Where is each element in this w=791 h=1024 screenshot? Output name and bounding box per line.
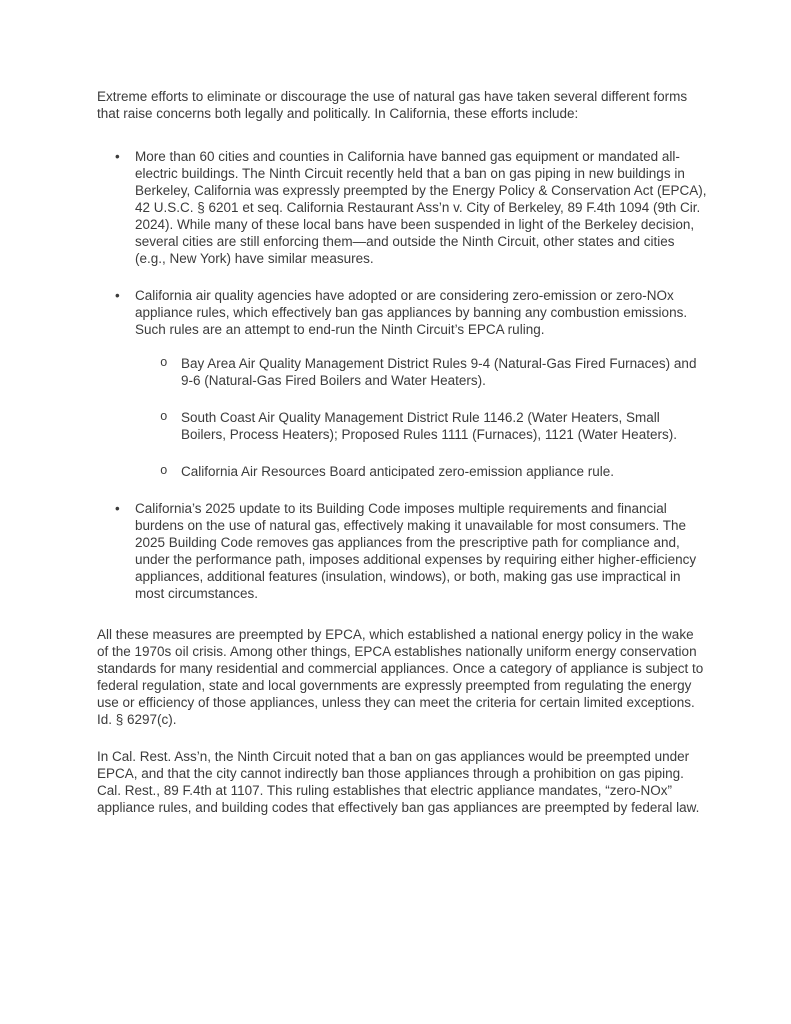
bullet-list: [97, 148, 707, 602]
sub-bullet-text-south-coast: South Coast Air Quality Management District Rule 1146.2 (Water Heaters, Small Boilers, Process Heaters); Proposed Rules 1111 (Furnaces), 1121 (Water Heaters).: [181, 410, 677, 442]
sub-bullet-text-bay-area: Bay Area Air Quality Management District Rules 9-4 (Natural-Gas Fired Furnaces) and 9-6 (Natural-Gas Fired Boilers and Water Heaters).: [181, 356, 697, 388]
bullet-item-building-code: [97, 500, 707, 602]
sub-bullet-item-south-coast: [135, 409, 707, 443]
bullet-item-local-bans: [97, 148, 707, 267]
document-page: [97, 88, 707, 816]
sub-bullet-item-carb: [135, 463, 707, 480]
bullet-text-local-bans: More than 60 cities and counties in California have banned gas equipment or mandated all-electric buildings. The Ninth Circuit recently held that a ban on gas piping in new buildings in Berkeley, California was expressly preempted by the Energy Policy & Conservation Act (EPCA), 42 U.S.C. § 6201 et seq. California Restaurant Ass’n v. City of Berkeley, 89 F.4th 1094 (9th Cir. 2024). While many of these local bans have been suspended in light of the Berkeley decision, several cities are still enforcing them—and outside the Ninth Circuit, other states and cities (e.g., New York) have similar measures.: [135, 149, 707, 266]
bullet-icon: •: [115, 501, 120, 516]
sub-bullet-icon: o: [160, 410, 168, 424]
sub-bullet-icon: o: [160, 464, 168, 478]
intro-paragraph: Extreme efforts to eliminate or discourage the use of natural gas have taken several different forms that raise concerns both legally and politically. In California, these efforts include:: [97, 89, 688, 121]
sub-bullet-icon: o: [160, 356, 168, 370]
bullet-text-building-code: California’s 2025 update to its Building Code imposes multiple requirements and financial burdens on the use of natural gas, effectively making it unavailable for most consumers. The 2025 Building Code removes gas appliances from the prescriptive path for compliance and, under the performance path, imposes additional expenses by requiring either higher-efficiency appliances, additional features (insulation, windows), or both, making gas use impractical in most circumstances.: [135, 501, 697, 601]
bullet-item-air-quality: [97, 287, 707, 480]
paragraph-epca-preemption: All these measures are preempted by EPCA, which established a national energy policy in the wake of the 1970s oil crisis. Among other things, EPCA establishes nationally uniform energy conservation standards for many residential and commercial appliances. Once a category of appliance is subject to federal regulation, state and local governments are expressly preempted from regulating the energy use or efficiency of those appliances, unless they can meet the criteria for certain limited exceptions. Id. § 6297(c).: [97, 627, 704, 727]
bullet-text-air-quality: California air quality agencies have adopted or are considering zero-emission or zero-NOx appliance rules, which effectively ban gas appliances by banning any combustion emissions. Such rules are an attempt to end-run the Ninth Circuit’s EPCA ruling.: [135, 288, 688, 337]
bullet-icon: •: [115, 288, 120, 303]
sub-bullet-list: [135, 355, 707, 480]
sub-bullet-item-bay-area: [135, 355, 707, 389]
sub-bullet-text-carb: California Air Resources Board anticipated zero-emission appliance rule.: [181, 464, 614, 479]
paragraph-cal-rest-ruling: In Cal. Rest. Ass’n, the Ninth Circuit noted that a ban on gas appliances would be preempted under EPCA, and that the city cannot indirectly ban those appliances through a prohibition on gas piping. Cal. Rest., 89 F.4th at 1107. This ruling establishes that electric appliance mandates, “zero-NOx” appliance rules, and building codes that effectively ban gas appliances are preempted by federal law.: [97, 749, 700, 815]
bullet-icon: •: [115, 149, 120, 164]
